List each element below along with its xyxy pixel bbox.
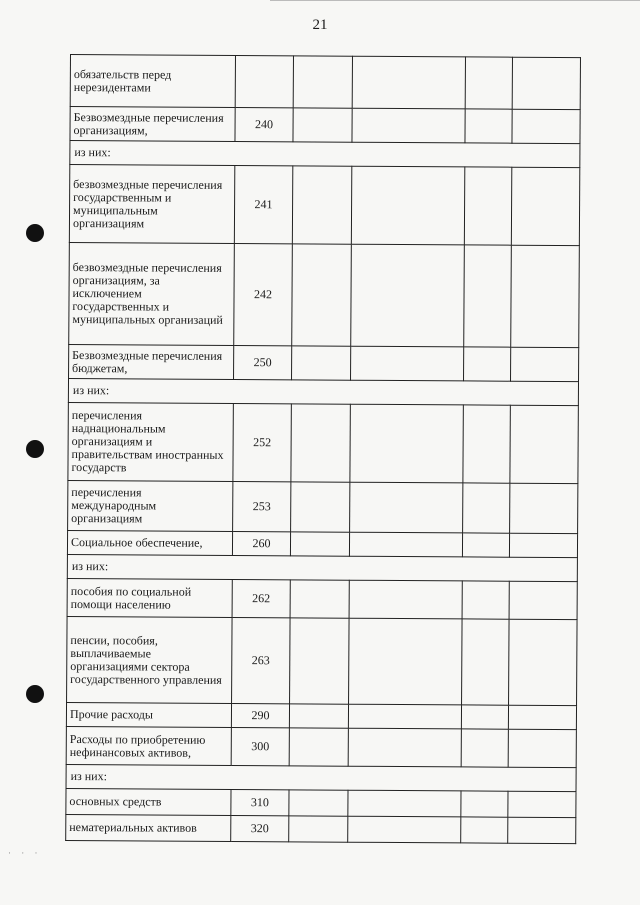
empty-value-cell — [511, 347, 579, 381]
empty-value-cell — [348, 728, 461, 767]
empty-value-cell — [348, 790, 461, 817]
empty-value-cell — [464, 167, 511, 245]
table-row — [69, 165, 579, 246]
empty-value-cell — [462, 581, 509, 619]
table-row — [69, 344, 579, 381]
empty-value-cell — [293, 56, 352, 108]
row-label: нематериальных активов — [66, 814, 231, 841]
punch-hole — [26, 440, 44, 458]
table-row — [67, 578, 577, 619]
table-row — [69, 242, 580, 347]
scan-edge-line — [270, 0, 640, 1]
section-row — [66, 764, 576, 791]
empty-value-cell — [349, 580, 462, 619]
row-label: Безвозмездные перечисления организациям, — [70, 107, 235, 142]
row-label: обязательств перед нерезидентами — [70, 55, 235, 108]
row-code: 240 — [235, 108, 293, 142]
table-row — [67, 530, 577, 557]
empty-value-cell — [292, 244, 352, 346]
empty-value-cell — [348, 704, 461, 729]
row-code: 290 — [231, 703, 289, 727]
row-code: 242 — [234, 244, 293, 346]
empty-value-cell — [512, 109, 580, 143]
empty-value-cell — [290, 618, 350, 704]
table-row — [66, 702, 576, 729]
report-table — [65, 54, 581, 844]
empty-value-cell — [508, 705, 576, 729]
empty-value-cell — [292, 166, 351, 244]
empty-value-cell — [508, 791, 576, 817]
table-row — [66, 788, 576, 817]
empty-value-cell — [350, 404, 463, 483]
empty-value-cell — [512, 57, 580, 109]
empty-value-cell — [348, 816, 461, 843]
row-label: пособия по социальной помощи населению — [67, 578, 232, 617]
section-label: из них: — [66, 764, 576, 791]
row-label: основных средств — [66, 788, 231, 815]
empty-value-cell — [508, 729, 576, 767]
row-code: 241 — [234, 166, 292, 244]
row-code: 262 — [232, 580, 290, 618]
empty-value-cell — [293, 108, 352, 142]
empty-value-cell — [465, 57, 512, 109]
section-row — [67, 554, 577, 581]
table-row — [66, 726, 576, 767]
punch-hole — [26, 224, 44, 242]
empty-value-cell — [511, 245, 580, 347]
row-label: Расходы по приобретению нефинансовых активов, — [66, 726, 231, 765]
empty-value-cell — [461, 791, 508, 817]
empty-value-cell — [290, 532, 349, 556]
empty-value-cell — [351, 244, 465, 347]
empty-value-cell — [509, 533, 577, 557]
row-code: 253 — [233, 482, 291, 532]
empty-value-cell — [461, 729, 508, 767]
table-row — [66, 814, 576, 843]
empty-value-cell — [510, 405, 578, 483]
row-code: 310 — [231, 789, 289, 815]
empty-value-cell — [465, 109, 512, 143]
empty-value-cell — [352, 108, 465, 143]
row-label: Безвозмездные перечисления бюджетам, — [69, 344, 234, 379]
empty-value-cell — [349, 618, 463, 705]
row-code: 252 — [233, 404, 291, 482]
empty-value-cell — [351, 166, 464, 245]
empty-value-cell — [352, 56, 465, 109]
empty-value-cell — [463, 483, 510, 533]
row-code: 320 — [231, 815, 289, 841]
punch-hole — [26, 685, 44, 703]
row-code: 263 — [232, 618, 291, 704]
empty-value-cell — [461, 705, 508, 729]
empty-value-cell — [510, 483, 578, 533]
row-label: перечисления наднациональным организациям и правительствам иностранных государств — [68, 402, 233, 481]
empty-value-cell — [292, 346, 351, 380]
empty-value-cell — [511, 167, 579, 245]
section-row — [68, 378, 578, 405]
row-label: безвозмездные перечисления государственным и муниципальным организациям — [69, 165, 234, 244]
table-row — [68, 402, 578, 483]
empty-value-cell — [509, 619, 578, 705]
section-row — [70, 141, 580, 168]
empty-value-cell — [290, 580, 349, 618]
empty-value-cell — [509, 581, 577, 619]
section-label: из них: — [67, 554, 577, 581]
table-row — [70, 107, 580, 144]
row-label: Прочие расходы — [66, 702, 231, 727]
row-code: 300 — [231, 727, 289, 765]
row-label: перечисления международным организациям — [68, 480, 233, 531]
empty-value-cell — [291, 404, 350, 482]
scan-artifact: · · · — [8, 848, 42, 858]
row-label: пенсии, пособия, выплачиваемые организациями сектора государственного управления — [67, 616, 233, 703]
section-label: из них: — [68, 378, 578, 405]
row-label: безвозмездные перечисления организациям, за исключением государственных и муниципальных организаций — [69, 242, 235, 345]
empty-value-cell — [464, 347, 511, 381]
empty-value-cell — [289, 728, 348, 766]
empty-value-cell — [464, 245, 512, 347]
row-label: Социальное обеспечение, — [67, 530, 232, 555]
empty-value-cell — [463, 405, 510, 483]
empty-value-cell — [350, 482, 463, 533]
empty-value-cell — [349, 532, 462, 557]
section-label: из них: — [70, 141, 580, 168]
table-row — [70, 55, 580, 110]
row-code: 250 — [234, 346, 292, 380]
row-code — [235, 56, 293, 108]
page-number: 21 — [312, 17, 328, 33]
row-code: 260 — [232, 532, 290, 556]
empty-value-cell — [461, 817, 508, 843]
table-row — [68, 480, 578, 533]
empty-value-cell — [462, 533, 509, 557]
empty-value-cell — [508, 817, 576, 843]
empty-value-cell — [289, 790, 348, 816]
empty-value-cell — [462, 619, 510, 705]
table-row — [67, 616, 578, 705]
empty-value-cell — [289, 816, 348, 842]
empty-value-cell — [289, 704, 348, 728]
empty-value-cell — [351, 346, 464, 381]
empty-value-cell — [291, 482, 350, 532]
